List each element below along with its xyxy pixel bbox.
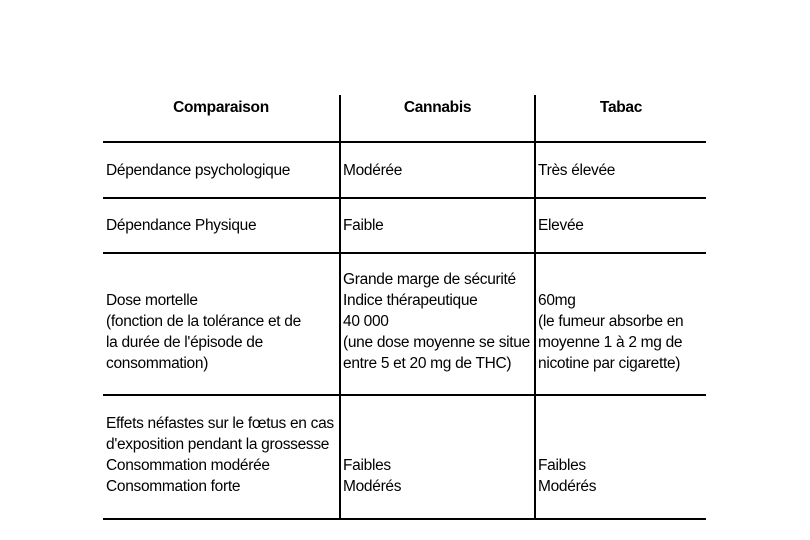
cell-text: Faibles bbox=[343, 457, 391, 474]
row-label-cell bbox=[103, 199, 341, 252]
cell-text: Consommation forte bbox=[106, 478, 241, 495]
table-row bbox=[103, 143, 706, 199]
cell-text: Dépendance Physique bbox=[106, 217, 257, 234]
cell-text: (une dose moyenne se situe bbox=[343, 334, 530, 351]
cell-text: Dose mortelle bbox=[106, 292, 198, 309]
cell-text: consommation) bbox=[106, 355, 209, 372]
cell-text: (fonction de la tolérance et de bbox=[106, 313, 301, 330]
cannabis-cell bbox=[341, 396, 536, 518]
cell-text: Consommation modérée bbox=[106, 457, 270, 474]
table-row bbox=[103, 396, 706, 520]
header-comparaison: Comparaison bbox=[103, 95, 341, 141]
cell-text: nicotine par cigarette) bbox=[538, 355, 681, 372]
header-tabac: Tabac bbox=[599, 99, 643, 116]
table-row bbox=[103, 254, 706, 396]
row-label-cell bbox=[103, 143, 341, 197]
cell-text: Faibles bbox=[538, 457, 586, 474]
cell-text: la durée de l'épisode de bbox=[106, 334, 263, 351]
table-header-row bbox=[103, 95, 706, 143]
cell-text: 60mg bbox=[538, 292, 576, 309]
tabac-cell bbox=[536, 143, 706, 197]
cell-text: moyenne 1 à 2 mg de bbox=[538, 334, 683, 351]
cannabis-cell bbox=[341, 199, 536, 252]
cell-text: Grande marge de sécurité bbox=[343, 271, 516, 288]
cell-text: entre 5 et 20 mg de THC) bbox=[343, 355, 512, 372]
row-label-cell bbox=[103, 396, 341, 518]
cell-text: 40 000 bbox=[343, 313, 389, 330]
cannabis-cell bbox=[341, 254, 536, 394]
tabac-cell bbox=[536, 199, 706, 252]
cell-text: Faible bbox=[343, 217, 384, 234]
cell-text: Effets néfastes sur le fœtus en cas bbox=[106, 415, 334, 432]
cell-text: d'exposition pendant la grossesse bbox=[106, 436, 330, 453]
comparison-table bbox=[103, 95, 706, 520]
cell-text: (le fumeur absorbe en bbox=[538, 313, 684, 330]
cell-text: Modérés bbox=[343, 478, 402, 495]
header-cannabis: Cannabis bbox=[341, 95, 536, 141]
cell-text: Indice thérapeutique bbox=[343, 292, 478, 309]
tabac-cell bbox=[536, 396, 706, 518]
row-label-cell bbox=[103, 254, 341, 394]
table-row bbox=[103, 199, 706, 254]
cell-text: Dépendance psychologique bbox=[106, 161, 291, 179]
tabac-cell bbox=[536, 254, 706, 394]
cannabis-cell bbox=[341, 143, 536, 197]
cell-text: Modérée bbox=[343, 161, 403, 179]
cell-text: Très élevée bbox=[538, 161, 616, 179]
cell-text: Elevée bbox=[538, 217, 584, 234]
cell-text: Modérés bbox=[538, 478, 597, 495]
